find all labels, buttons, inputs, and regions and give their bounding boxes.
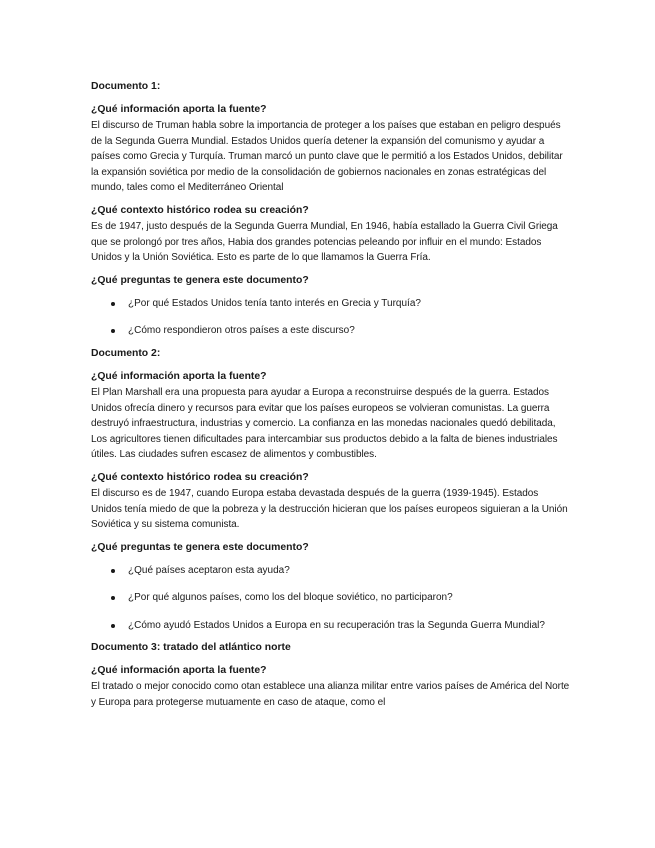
document-1 xyxy=(91,80,571,339)
section-heading-context: ¿Qué contexto histórico rodea su creación? xyxy=(91,204,309,216)
bullet-icon xyxy=(111,596,115,600)
list-item-text: ¿Por qué Estados Unidos tenía tanto interés en Grecia y Turquía? xyxy=(128,297,421,309)
document-page xyxy=(91,80,571,719)
list-item-text: ¿Cómo respondieron otros países a este discurso? xyxy=(128,325,355,337)
document-2 xyxy=(91,347,571,634)
section-heading-questions: ¿Qué preguntas te genera este documento? xyxy=(91,274,309,286)
list-item xyxy=(91,323,571,339)
question-list xyxy=(91,563,571,634)
list-item-text: ¿Por qué algunos países, como los del bloque soviético, no participaron? xyxy=(128,592,453,604)
list-item xyxy=(91,590,571,606)
list-item xyxy=(91,563,571,579)
document-title: Documento 2: xyxy=(91,347,161,359)
section-heading-info: ¿Qué información aporta la fuente? xyxy=(91,104,267,115)
bullet-icon xyxy=(111,569,115,573)
section-heading-context: ¿Qué contexto histórico rodea su creación? xyxy=(91,471,309,483)
bullet-icon xyxy=(111,624,115,628)
question-list xyxy=(91,296,571,339)
bullet-icon xyxy=(111,329,115,333)
section-heading-info: ¿Qué información aporta la fuente? xyxy=(91,370,267,382)
section-answer-context: Es de 1947, justo después de la Segunda Guerra Mundial, En 1946, había estallado la Guerra Civil Griega que se prolongó por tres años, Habia dos grandes potencias peleando por influir en el mundo: Estados Unidos y la Unión Soviética. Esto es parte de lo que llamamos la Guerra Fría. xyxy=(91,220,558,264)
list-item-text: ¿Qué países aceptaron esta ayuda? xyxy=(128,564,290,576)
document-title: Documento 1: xyxy=(91,81,161,92)
bullet-icon xyxy=(111,302,115,306)
section-heading-info: ¿Qué información aporta la fuente? xyxy=(91,665,267,677)
section-answer-info: El discurso de Truman habla sobre la importancia de proteger a los países que estaban en peligro después de la Segunda Guerra Mundial. Estados Unidos quería detener la expansión del comunismo y ayudar a países como Grecia y Turquía. Truman marcó un punto clave que le permitió a los Estados Unidos, debilitar la expansión soviética por medio de la consolidación de gobiernos nacionales en zonas estratégicas del mundo, tales como el Mediterráneo Oriental xyxy=(91,120,563,194)
list-item-text: ¿Cómo ayudó Estados Unidos a Europa en su recuperación tras la Segunda Guerra Mundial? xyxy=(128,619,545,631)
document-title: Documento 3: tratado del atlántico norte xyxy=(91,642,291,654)
document-3 xyxy=(91,641,571,710)
list-item xyxy=(91,618,571,634)
list-item xyxy=(91,296,571,312)
section-answer-info: El tratado o mejor conocido como otan establece una alianza militar entre varios países de América del Norte y Europa para protegerse mutuamente en caso de ataque, como el xyxy=(91,681,570,709)
section-heading-questions: ¿Qué preguntas te genera este documento? xyxy=(91,541,309,553)
section-answer-info: El Plan Marshall era una propuesta para ayudar a Europa a reconstruirse después de la guerra. Estados Unidos ofrecía dinero y recursos para evitar que los países europeos se volvieran comunistas. La guerra destruyó infraestructura, industrias y comercio. La confianza en las monedas nacionales quedó debilitada, Los agricultores tienen dificultades para intercambiar sus productos debido a la falta de bienes industriales útiles. Las ciudades sufren escasez de alimentos y combustibles. xyxy=(91,386,558,461)
section-answer-context: El discurso es de 1947, cuando Europa estaba devastada después de la guerra (1939-1945). Estados Unidos tenía miedo de que la pobreza y la destrucción hicieran que los países europeos siguieran a la Unión Soviética y su sistema comunista. xyxy=(91,487,568,531)
